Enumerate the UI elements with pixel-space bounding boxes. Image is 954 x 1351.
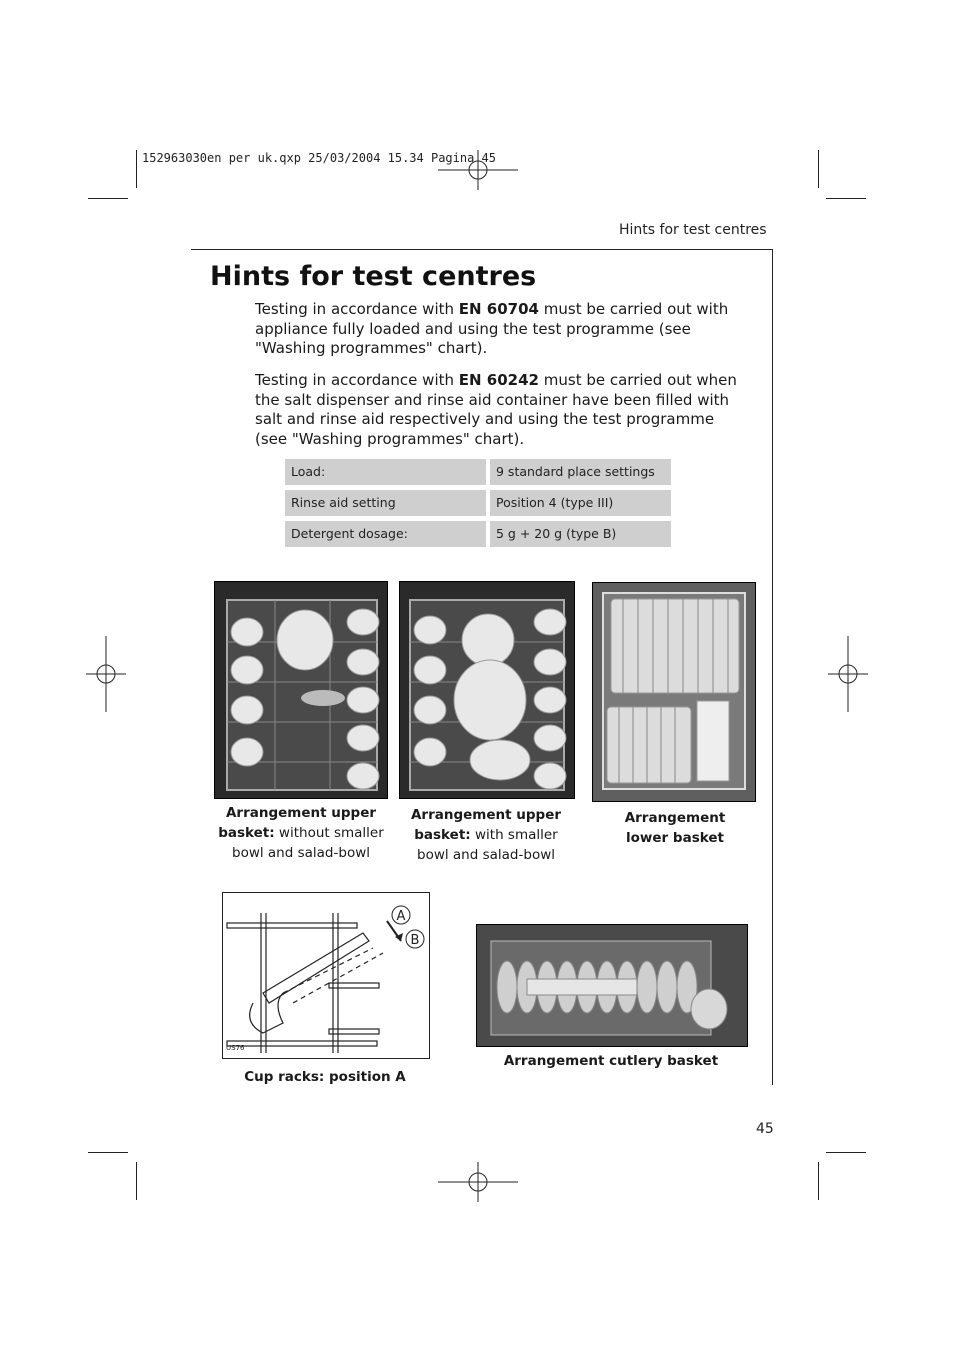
print-slug: 152963030en per uk.qxp 25/03/2004 15.34 Pagina 45 xyxy=(142,151,497,165)
table-value: 9 standard place settings xyxy=(490,459,671,485)
para1-text: Testing in accordance with xyxy=(255,300,459,318)
registration-mark-bottom xyxy=(438,1162,518,1202)
para2-text: Testing in accordance with xyxy=(255,371,459,389)
registration-mark-left xyxy=(86,636,126,712)
para2-text-rest: must be carried out when the salt dispenser and rinse aid container have been filled with salt and rinse aid respectively and using the test programme (see "Washing programmes" chart). xyxy=(255,371,737,448)
caption-bold: Arrangement upper basket: xyxy=(410,807,562,843)
crop-mark xyxy=(826,1152,866,1153)
caption-upper-basket-1 xyxy=(214,803,388,863)
caption-text: with smaller bowl and salad-bowl xyxy=(417,827,558,863)
crop-mark xyxy=(88,1152,128,1153)
table-row xyxy=(285,490,671,516)
diagram-label-b: B xyxy=(410,933,420,948)
upper-basket-photo-1 xyxy=(214,581,388,799)
crop-mark xyxy=(818,150,819,188)
crop-mark xyxy=(136,150,137,188)
table-label: Rinse aid setting xyxy=(285,490,486,516)
table-value: 5 g + 20 g (type B) xyxy=(490,521,671,547)
upper-basket-photo-2 xyxy=(399,581,575,799)
paragraph-en60242 xyxy=(255,371,745,449)
standard-en60704: EN 60704 xyxy=(458,300,539,318)
page-title: Hints for test centres xyxy=(210,261,537,292)
margin-rule xyxy=(772,249,773,1085)
para1-text-rest: must be carried out with appliance fully loaded and using the test programme (see "Washing programmes" chart). xyxy=(255,300,729,357)
diagram-code: US76 xyxy=(226,1044,245,1052)
diagram-label-a: A xyxy=(396,909,406,924)
crop-mark xyxy=(818,1162,819,1200)
test-conditions-table xyxy=(285,459,671,547)
paragraph-en60704 xyxy=(255,300,745,359)
crop-mark xyxy=(88,198,128,199)
table-label: Detergent dosage: xyxy=(285,521,486,547)
caption-text: without smaller bowl and salad-bowl xyxy=(232,825,384,861)
table-row xyxy=(285,459,671,485)
lower-basket-photo xyxy=(592,582,756,802)
page-number: 45 xyxy=(756,1121,774,1137)
caption-upper-basket-2 xyxy=(399,805,573,865)
table-row xyxy=(285,521,671,547)
caption-bold: Arrangement upper basket: xyxy=(218,805,377,841)
caption-cutlery-basket: Arrangement cutlery basket xyxy=(503,1053,719,1069)
cutlery-basket-photo xyxy=(476,924,748,1047)
header-rule xyxy=(191,249,773,250)
running-header: Hints for test centres xyxy=(619,222,767,238)
registration-mark-right xyxy=(828,636,868,712)
crop-mark xyxy=(826,198,866,199)
caption-cup-racks: Cup racks: position A xyxy=(244,1069,406,1085)
crop-mark xyxy=(136,1162,137,1200)
table-label: Load: xyxy=(285,459,486,485)
table-value: Position 4 (type III) xyxy=(490,490,671,516)
caption-lower-basket: Arrangement lower basket xyxy=(624,810,726,846)
standard-en60242: EN 60242 xyxy=(458,371,539,389)
cup-rack-diagram xyxy=(222,892,430,1059)
